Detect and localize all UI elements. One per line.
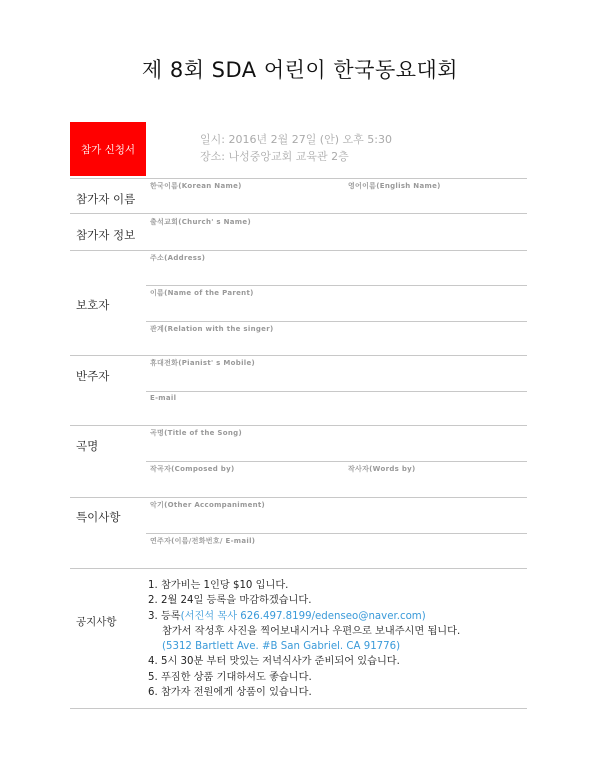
pianist-mobile-field[interactable]: 휴대전화(Pianist' s Mobile)	[150, 359, 256, 367]
divider	[70, 178, 527, 179]
parent-name-field[interactable]: 이름(Name of the Parent)	[150, 289, 254, 297]
section-label-notice: 공지사항	[76, 616, 117, 628]
divider	[70, 708, 527, 709]
notice-item: 5. 푸짐한 상품 기대하셔도 좋습니다.	[148, 671, 312, 683]
page-title: 제 8회 SDA 어린이 한국동요대회	[141, 58, 459, 82]
contact-info: (서진석 목사 626.497.8199/edenseo@naver.com)	[180, 610, 426, 622]
korean-name-field[interactable]: 한국이름(Korean Name)	[150, 182, 242, 190]
section-label-song: 곡명	[76, 439, 99, 453]
lyricist-field[interactable]: 작사자(Words by)	[348, 465, 416, 473]
section-label-guardian: 보호자	[76, 298, 110, 312]
divider	[70, 497, 527, 498]
notice-item: 6. 참가자 전원에게 상품이 있습니다.	[148, 687, 312, 699]
application-badge: 참가 신청서	[70, 122, 146, 176]
divider	[70, 355, 527, 356]
divider	[70, 425, 527, 426]
other-accompaniment-field[interactable]: 악기(Other Accompaniment)	[150, 501, 266, 509]
performer-field[interactable]: 연주자(이름/전화번호/ E-mail)	[150, 537, 256, 545]
divider	[146, 391, 527, 392]
pianist-email-field[interactable]: E-mail	[150, 394, 177, 402]
relation-field[interactable]: 관계(Relation with the singer)	[150, 325, 274, 333]
divider	[70, 568, 527, 569]
divider	[146, 285, 527, 286]
divider	[146, 461, 527, 462]
divider	[70, 213, 527, 214]
composer-field[interactable]: 작곡자(Composed by)	[150, 465, 235, 473]
section-label-special: 특이사항	[76, 510, 121, 524]
english-name-field[interactable]: 영어이름(English Name)	[348, 182, 441, 190]
church-field[interactable]: 출석교회(Church' s Name)	[150, 218, 251, 226]
address-field[interactable]: 주소(Address)	[150, 254, 206, 262]
section-label-info: 참가자 정보	[76, 228, 136, 242]
notice-item: 참가서 작성후 사진을 찍어보내시거나 우편으로 보내주시면 됩니다.	[162, 625, 461, 637]
notice-list	[148, 578, 460, 700]
divider	[146, 533, 527, 534]
mailing-address: (5312 Bartlett Ave. #B San Gabriel. CA 91776)	[162, 641, 401, 653]
section-label-name: 참가자 이름	[76, 192, 136, 206]
divider	[70, 250, 527, 251]
notice-item	[148, 609, 460, 624]
notice-item: 1. 참가비는 1인당 $10 입니다.	[148, 580, 289, 591]
song-title-field[interactable]: 곡명(Title of the Song)	[150, 429, 242, 437]
event-place: 장소: 나성중앙교회 교육관 2층	[200, 150, 349, 163]
notice-item: 2. 2월 24일 등록을 마감하겠습니다.	[148, 595, 312, 607]
section-label-pianist: 반주자	[76, 369, 110, 383]
event-date: 일시: 2016년 2월 27일 (안) 오후 5:30	[200, 133, 392, 146]
notice-item: 4. 5시 30분 부터 맛있는 저녁식사가 준비되어 있습니다.	[148, 656, 400, 668]
divider	[146, 321, 527, 322]
notice-item-text: 3. 등록	[148, 610, 181, 622]
